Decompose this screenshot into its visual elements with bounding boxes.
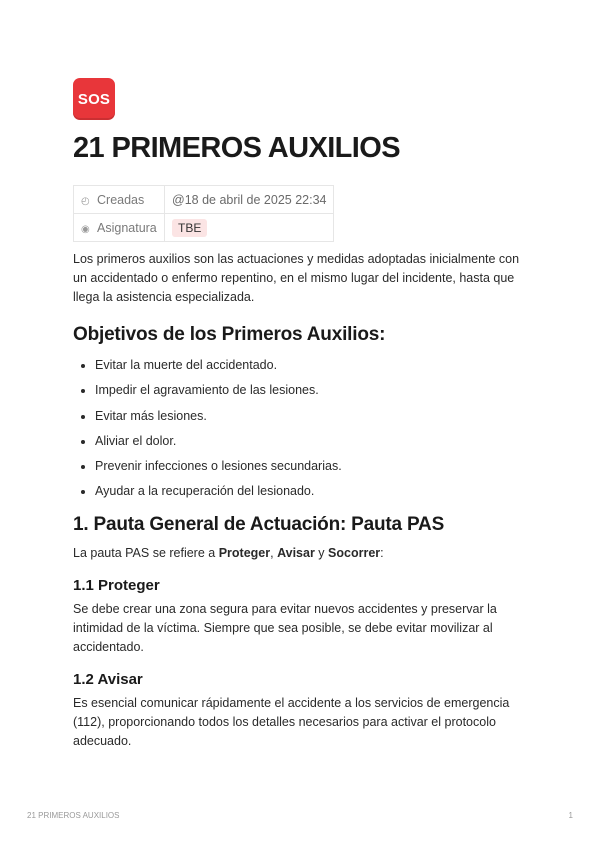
sub1-heading: 1.1 Proteger (73, 577, 160, 595)
target-icon: ◉ (81, 223, 90, 235)
properties-table (73, 185, 334, 242)
property-key (74, 214, 165, 242)
list-item: • Evitar la muerte del accidentado. (95, 356, 533, 375)
clock-icon: ◴ (81, 195, 90, 207)
text-span: : (380, 546, 384, 561)
bold-avisar: Avisar (277, 546, 315, 561)
objectives-list (73, 356, 533, 501)
intro-paragraph: Los primeros auxilios son las actuaciones y medidas adoptadas inicialmente con un accidentado o enfermo repentino, en el mismo lugar del incidente, hasta que llega la asistencia especializada. (73, 252, 520, 304)
property-key-label: Creadas (97, 192, 145, 207)
sos-icon (73, 78, 115, 120)
sub2-heading: 1.2 Avisar (73, 671, 143, 689)
footer-title: 21 PRIMEROS AUXILIOS (27, 811, 120, 820)
sub1-paragraph: Se debe crear una zona segura para evitar nuevos accidentes y preservar la intimidad de la víctima. Siempre que sea posible, se debe evitar movilizar al accidentado. (73, 602, 497, 655)
property-value-subject[interactable] (165, 214, 334, 242)
list-item: • Ayudar a la recuperación del lesionado. (95, 482, 533, 501)
property-row-created (74, 186, 334, 214)
list-item: • Aliviar el dolor. (95, 432, 533, 451)
list-item: • Prevenir infecciones o lesiones secundarias. (95, 457, 533, 476)
sos-icon-label: SOS (77, 90, 111, 108)
page-footer (27, 811, 573, 820)
bold-socorrer: Socorrer (328, 546, 381, 561)
property-value-created[interactable]: @18 de abril de 2025 22:34 (165, 186, 334, 214)
property-key-label: Asignatura (97, 220, 157, 235)
text-span: y (314, 546, 329, 561)
sub2-paragraph: Es esencial comunicar rápidamente el accidente a los servicios de emergencia (112), proporcionando todos los detalles necesarios para activar el protocolo adecuado. (73, 696, 510, 749)
page-number: 1 (568, 811, 573, 820)
text-span: , (270, 546, 278, 561)
list-item: • Evitar más lesiones. (95, 407, 533, 426)
bold-proteger: Proteger (218, 546, 271, 561)
objectives-heading: Objetivos de los Primeros Auxilios: (73, 324, 386, 345)
text-span: La pauta PAS se refiere a (73, 546, 219, 561)
property-key (74, 186, 165, 214)
document-page (73, 78, 533, 751)
property-row-subject (74, 214, 334, 242)
page-title: 21 PRIMEROS AUXILIOS (73, 132, 400, 164)
section1-heading: 1. Pauta General de Actuación: Pauta PAS (73, 514, 445, 536)
section1-paragraph (73, 544, 533, 563)
subject-tag[interactable]: TBE (172, 219, 207, 237)
list-item: • Impedir el agravamiento de las lesiones. (95, 381, 533, 400)
